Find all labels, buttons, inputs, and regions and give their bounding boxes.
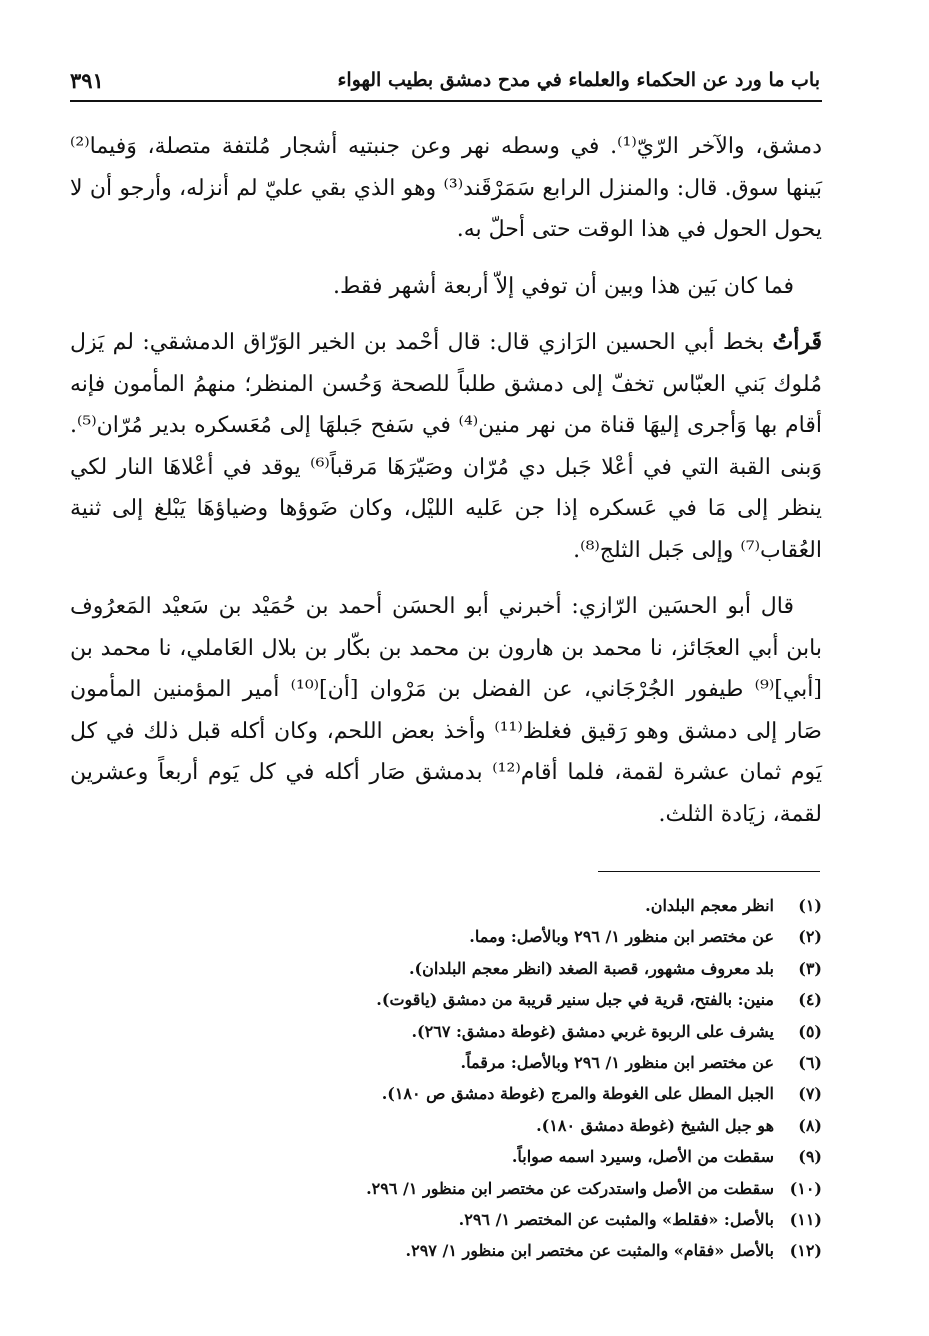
paragraph-4: قال أبو الحسَين الرّازي: أخبرني أبو الحسَن أحمد بن حُمَيْد بن سَعيْد المَعرُوف بابن أبي العجَائز، نا محمد بن هارون بن محمد بن بكّار بن بلال العَاملي، نا محمد بن [أبي]⁽⁹⁾ طيفور الجُرْجَاني، عن الفضل بن مَرْوان [أن]⁽¹⁰⁾ أمير المؤمنين المأمون صَار إلى دمشق وهو رَقيق فغلظ⁽¹¹⁾ وأخذ بعض اللحم، وكان أكله قبل ذلك في كل يَوم ثمان عشرة لقمة، فلما أقام⁽¹²⁾ بدمشق صَار أكله في كل يَوم أربعاً وعشرين لقمة، زيَادة الثلث. — [70, 594, 823, 827]
footnote-text: الجبل المطل على الغوطة والمرج (غوطة دمشق ص ١٨٠). — [381, 1084, 774, 1104]
footnote-text: منين: بالفتح، قرية في جبل سنير قريبة من دمشق (ياقوت). — [376, 990, 774, 1010]
footnote-number: (٧) — [798, 1084, 822, 1104]
footnote-text: يشرف على الربوة غربي دمشق (غوطة دمشق: ٢٦٧). — [411, 1021, 774, 1041]
footnote — [200, 1141, 822, 1172]
page-number: ٣٩١ — [70, 67, 104, 93]
footnote-number: (٤) — [798, 990, 822, 1010]
footnote-text: سقطت من الأصل واستدركت عن مختصر ابن منظور ١/ ٢٩٦. — [366, 1178, 774, 1198]
footnote-text: عن مختصر ابن منظور ١/ ٢٩٦ وبالأصل: ومما. — [469, 927, 774, 947]
footnote — [200, 921, 822, 952]
footnote-number: (٣) — [798, 958, 822, 978]
footnote — [200, 1173, 822, 1204]
main-text — [70, 126, 822, 850]
footnote — [200, 1235, 822, 1266]
footnote-rule — [598, 871, 820, 872]
footnote-number: (١١) — [789, 1210, 822, 1230]
footnote — [200, 984, 822, 1015]
footnote — [200, 1078, 822, 1109]
footnote-number: (١٠) — [789, 1178, 822, 1198]
footnote — [200, 1204, 822, 1235]
footnote — [200, 1016, 822, 1047]
footnotes — [200, 890, 822, 1267]
footnote-text: بالأصل «فقام» والمثبت عن مختصر ابن منظور ١/ ٢٩٧. — [405, 1241, 774, 1261]
footnote-number: (١) — [798, 896, 822, 915]
footnote-number: (٨) — [798, 1115, 822, 1135]
footnote-number: (٦) — [798, 1053, 822, 1073]
footnote-number: (٩) — [798, 1147, 822, 1167]
footnote-text: بلد معروف مشهور، قصبة الصغد (انظر معجم البلدان). — [408, 958, 774, 978]
header-rule — [70, 100, 822, 102]
footnote-text: انظر معجم البلدان. — [645, 896, 774, 915]
paragraph-3 — [70, 322, 822, 571]
page-header — [70, 62, 820, 98]
footnote-number: (٢) — [798, 927, 822, 947]
footnote-number: (١٢) — [789, 1241, 822, 1261]
footnote-text: عن مختصر ابن منظور ١/ ٢٩٦ وبالأصل: مرقماً. — [460, 1053, 774, 1073]
paragraph-1: دمشق، والآخر الرّيّ⁽¹⁾. في وسطه نهر وعن جنبتيه أشجار مُلتفة متصلة، وَفيما⁽²⁾ بَينها سوق. قال: والمنزل الرابع سَمَرْقَند⁽³⁾ وهو الذي بقي عليّ لم أنزله، وأرجو أن لا يحول الحول في هذا الوقت حتى أحلّ به. — [70, 134, 823, 242]
footnote-text: بالأصل: «فقلط» والمثبت عن المختصر ١/ ٢٩٦. — [458, 1210, 774, 1230]
running-title: باب ما ورد عن الحكماء والعلماء في مدح دمشق بطيب الهواء — [337, 69, 820, 91]
footnote — [200, 1047, 822, 1078]
footnote — [200, 890, 822, 921]
footnote-text: سقطت من الأصل، وسيرد اسمه صواباً. — [511, 1147, 774, 1167]
paragraph-3-lead: قَرأتُ — [772, 329, 822, 355]
footnote-number: (٥) — [798, 1021, 822, 1041]
footnote-text: هو جبل الشيخ (غوطة دمشق ١٨٠). — [536, 1115, 774, 1135]
footnote — [200, 953, 822, 984]
paragraph-3-text: بخط أبي الحسين الرَازي قال: قال أحْمد بن الخير الوَرّاق الدمشقي: لم يَزل مُلوك بَني العبّاس تخفّ إلى دمشق طلباً للصحة وَحُسن المنظر؛ منهمُ المأمون فإنه أقام بها وَأجرى إليهَا قناة من نهر منين⁽⁴⁾ في سَفح جَبلهَا إلى مُعَسكره بدير مُرّان⁽⁵⁾. وَبنى القبة التي في أعْلا جَبل دي مُرّان وصَيّرَهَا مَرقباً⁽⁶⁾ يوقد في أعْلاهَا النار لكي ينظر إلى مَا في عَسكره إذا جن عَليه الليْل، وكان ضَوؤها وضياؤهَا يَبْلغ إلى ثنية العُقاب⁽⁷⁾ وإلى جَبل الثلج⁽⁸⁾. — [70, 330, 823, 563]
paragraph-2: فما كان بَين هذا وبين أن توفي إلاّ أربعة أشهر فقط. — [333, 273, 794, 299]
footnote — [200, 1110, 822, 1141]
